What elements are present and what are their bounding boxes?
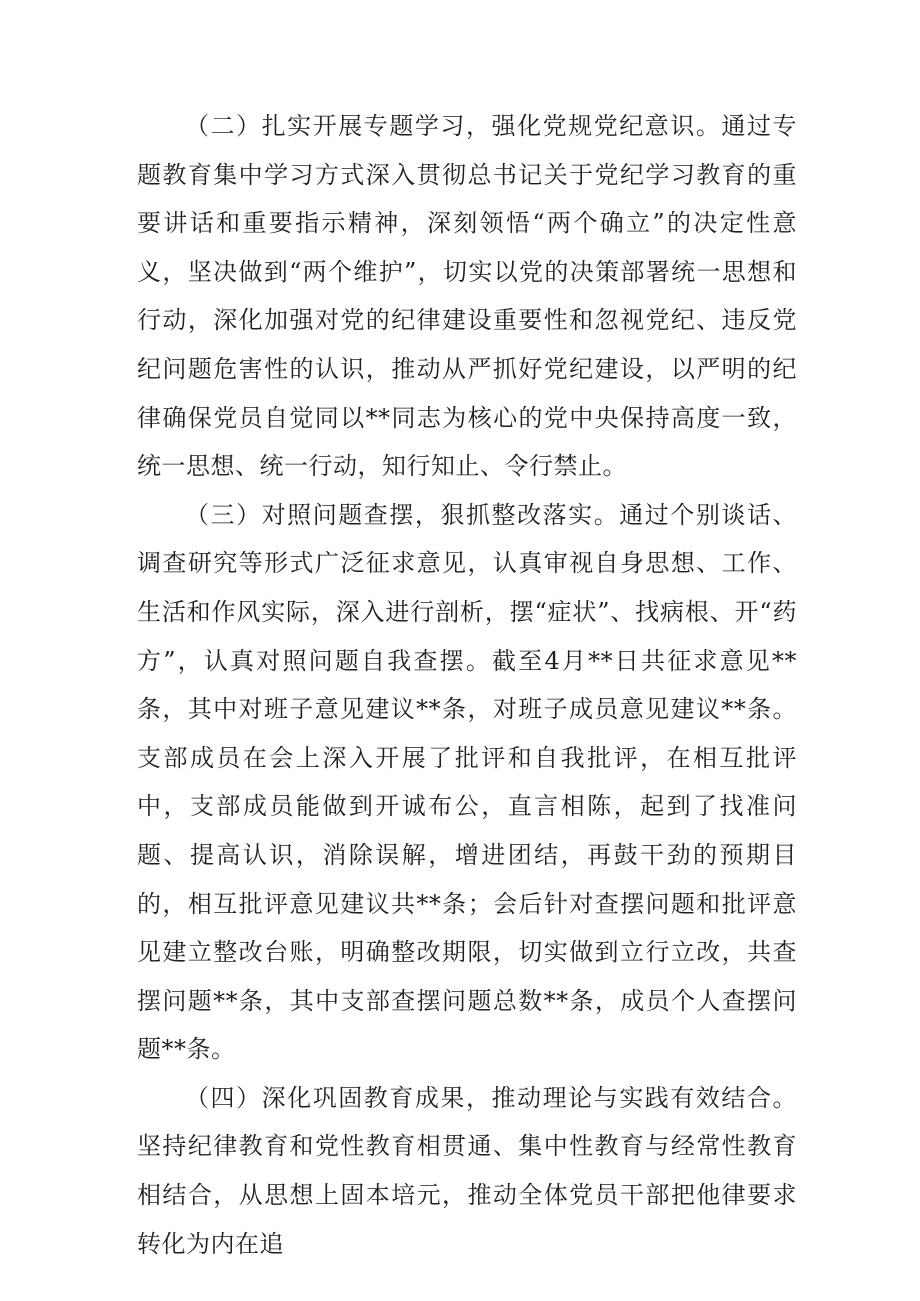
document-body: [137, 102, 797, 1268]
paragraph-4: （四）深化巩固教育成果，推动理论与实践有效结合。坚持纪律教育和党性教育相贯通、集中性教育与经常性教育相结合，从思想上固本培元，推动全体党员干部把他律要求转化为内在追: [137, 1083, 797, 1258]
paragraph-2: （二）扎实开展专题学习，强化党规党纪意识。通过专题教育集中学习方式深入贯彻总书记关于党纪学习教育的重要讲话和重要指示精神，深刻领悟“两个确立”的决定性意义，坚决做到“两个维护”，切实以党的决策部署统一思想和行动，深化加强对党的纪律建设重要性和忽视党纪、违反党纪问题危害性的认识，推动从严抓好党纪建设，以严明的纪律确保党员自觉同以**同志为核心的党中央保持高度一致，统一思想、统一行动，知行知止、令行禁止。: [137, 112, 797, 481]
paragraph-3: （三）对照问题查摆，狠抓整改落实。通过个别谈话、调查研究等形式广泛征求意见，认真审视自身思想、工作、生活和作风实际，深入进行剖析，摆“症状”、找病根、开“药方”，认真对照问题自我查摆。截至4月**日共征求意见**条，其中对班子意见建议**条，对班子成员意见建议**条。支部成员在会上深入开展了批评和自我批评，在相互批评中，支部成员能做到开诚布公，直言相陈，起到了找准问题、提高认识，消除误解，增进团结，再鼓干劲的预期目的，相互批评意见建议共**条；会后针对查摆问题和批评意见建立整改台账，明确整改期限，切实做到立行立改，共查摆问题**条，其中支部查摆问题总数**条，成员个人查摆问题**条。: [137, 500, 797, 1064]
